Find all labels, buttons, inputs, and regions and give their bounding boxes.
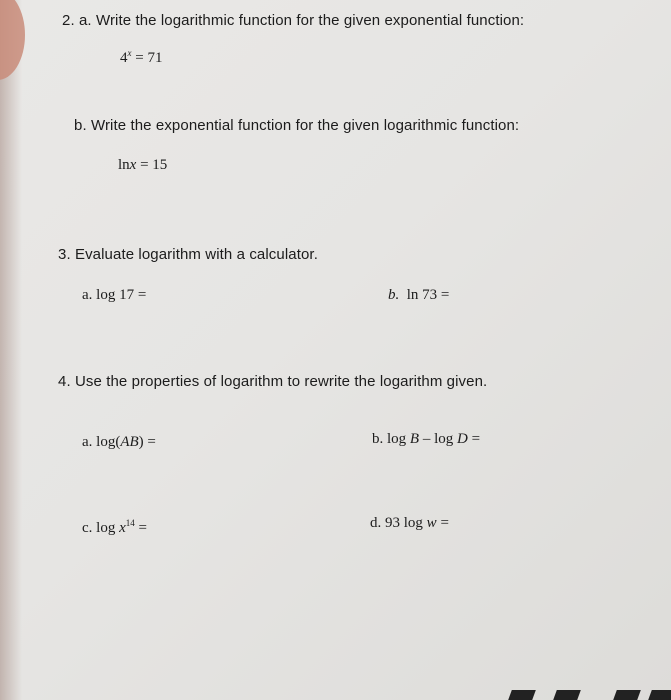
expr-var: x: [119, 520, 126, 536]
expr: ln 73 =: [406, 287, 450, 303]
expr-var: x: [129, 157, 137, 173]
bleed-through-text: [90, 222, 94, 236]
question-3b: [388, 287, 449, 304]
item-prefix: c.: [82, 520, 93, 536]
expr-var: B: [409, 431, 420, 447]
question-2a-label: 2. a. Write the logarithmic function for the given exponential function:: [62, 12, 525, 29]
expr-var: AB: [120, 434, 139, 450]
expr-exponent: x: [127, 48, 132, 58]
question-4c: [82, 520, 147, 537]
question-3-label: 3. Evaluate logarithm with a calculator.: [58, 246, 318, 263]
question-4d: [370, 515, 449, 532]
expr-log: log: [96, 520, 116, 536]
expr-rest: =: [467, 431, 481, 447]
expr-exponent: 14: [125, 518, 135, 528]
expr-ln: ln: [118, 157, 130, 173]
question-2b-label: b. Write the exponential function for the given logarithmic function:: [74, 117, 520, 134]
expr-rest: = 71: [131, 50, 163, 66]
expr-rest: = 15: [136, 157, 168, 173]
question-2a-expression: [120, 50, 162, 67]
expr-var: w: [426, 515, 437, 531]
expr-rest: ) =: [138, 434, 156, 450]
item-prefix: b.: [372, 431, 384, 447]
expr-rest: =: [134, 520, 147, 536]
question-4a: [82, 434, 156, 451]
expr-var: D: [457, 431, 468, 447]
expr-minus-log: – log: [419, 431, 454, 447]
question-3a: [82, 287, 146, 304]
page-edge-shadow: [0, 0, 22, 700]
bottom-edge-pattern: [360, 686, 671, 700]
expr-log: log: [387, 431, 407, 447]
item-prefix: d.: [370, 515, 382, 531]
item-prefix: b.: [388, 287, 400, 303]
question-2b-expression: [118, 157, 167, 174]
expr-base: 4: [120, 50, 128, 66]
expr: log 17 =: [96, 287, 147, 303]
expr-log: 93 log: [385, 515, 423, 531]
expr-rest: =: [436, 515, 449, 531]
item-prefix: a.: [82, 287, 93, 303]
question-4b: [372, 431, 480, 448]
item-prefix: a.: [82, 434, 93, 450]
expr-log: log(: [96, 434, 121, 450]
question-4-label: 4. Use the properties of logarithm to rewrite the logarithm given.: [58, 373, 488, 390]
